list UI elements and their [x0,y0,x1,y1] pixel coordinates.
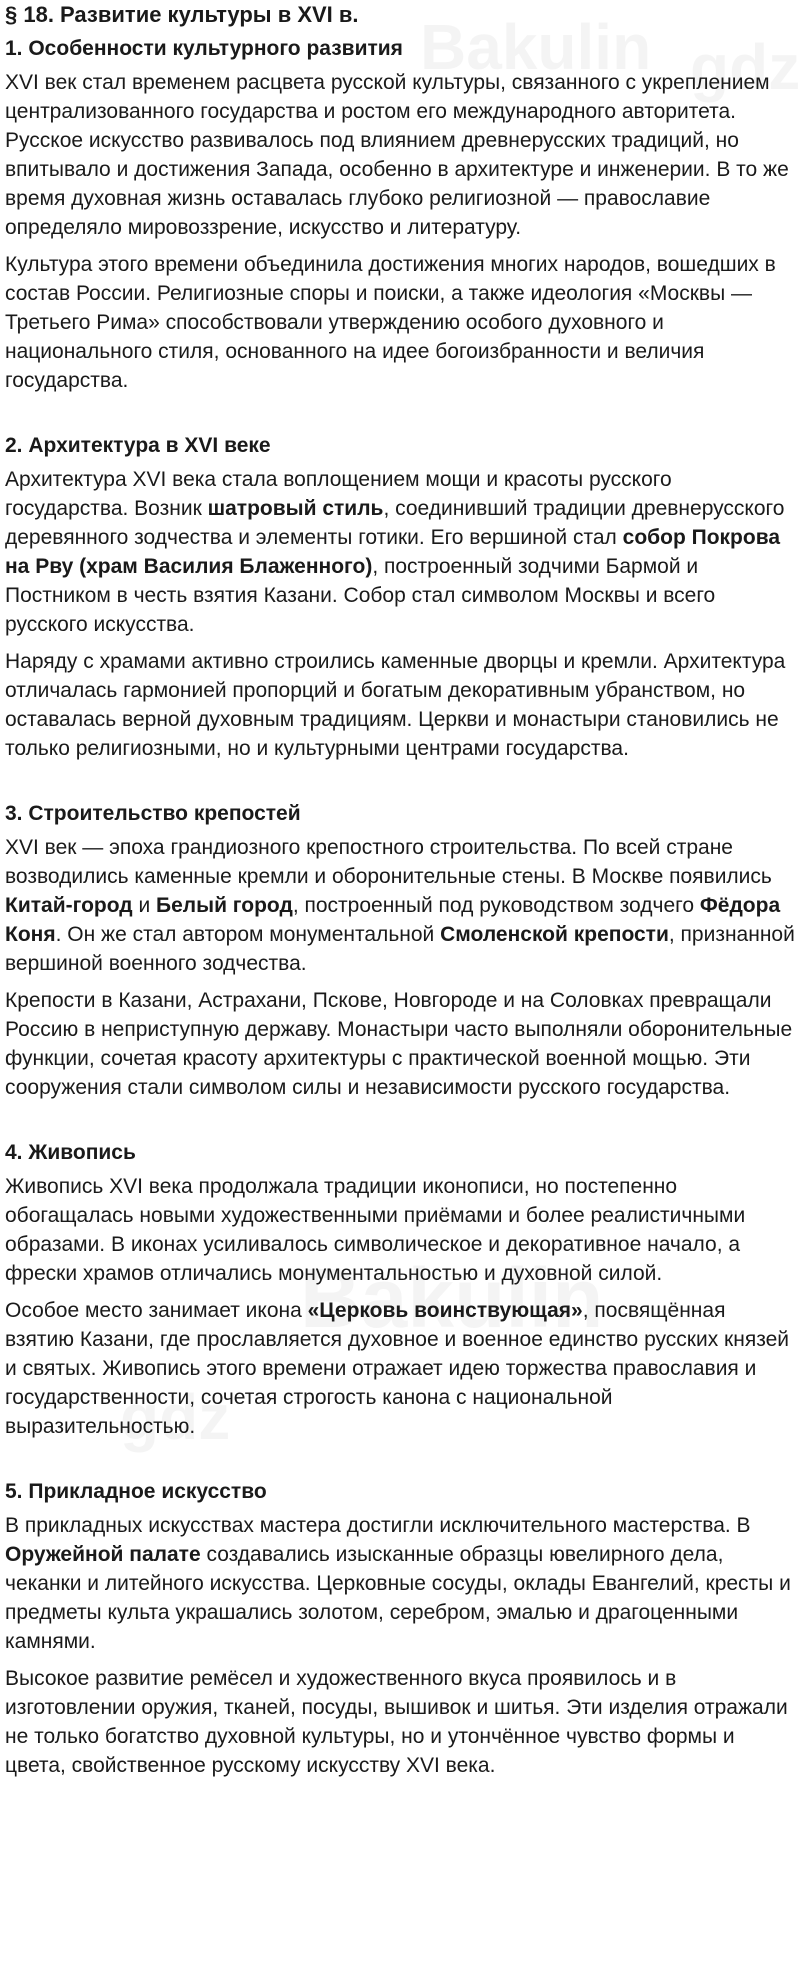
term-tserkov-voinstvuyushchaya: «Церковь воинствующая» [307,1299,583,1322]
section-2 [5,431,795,763]
paragraph: Высокое развитие ремёсел и художественного вкуса проявилось и в изготовлении оружия, тканей, посуды, вышивок и шитья. Эти изделия отражали не только богатство духовной культуры, но и утончённое чувство формы и цвета, свойственное русскому искусству XVI века. [5,1667,788,1777]
term-fedor-kon: Фёдора Коня [5,894,781,946]
section-1 [5,34,795,395]
paragraph: XVI век — эпоха грандиозного крепостного строительства. По всей стране возводились каменные кремли и оборонительные стены. В Москве появились Китай-город и Белый город, построенный под руководством зодчего Фёдора Коня. Он же стал автором монументальной Смоленской крепости, признанной вершиной военного зодчества. [5,836,795,975]
section-3 [5,799,795,1102]
term-shatrovy-stil: шатровый стиль [207,497,384,520]
term-bely-gorod: Белый город [156,894,293,917]
paragraph: Культура этого времени объединила достижения многих народов, вошедших в состав России. Религиозные споры и поиски, а также идеология «Москвы — Третьего Рима» способствовали утверждению особого духовного и национального стиля, основанного на идее богоизбранности и величия государства. [5,253,776,392]
term-oruzheynaya-palata: Оружейной палате [5,1543,201,1566]
paragraph: Архитектура XVI века стала воплощением мощи и красоты русского государства. Возник шатровый стиль, соединивший традиции древнерусского деревянного зодчества и элементы готики. Его вершиной стал собор Покрова на Рву (храм Василия Блаженного), построенный зодчими Бармой и Постником в честь взятия Казани. Собор стал символом Москвы и всего русского искусства. [5,468,785,636]
term-smolenskaya-krepost: Смоленской крепости [440,923,669,946]
paragraph: Крепости в Казани, Астрахани, Пскове, Новгороде и на Соловках превращали Россию в неприступную державу. Монастыри часто выполняли оборонительные функции, сочетая красоту архитектуры с практической военной мощью. Эти сооружения стали символом силы и независимости русского государства. [5,989,793,1099]
term-sobor-pokrova: собор Покрова на Рву (храм Василия Блаженного) [5,526,781,578]
term-kitay-gorod: Китай-город [5,894,133,917]
section-title: 2. Архитектура в XVI веке [5,434,271,457]
section-title: 1. Особенности культурного развития [5,37,403,60]
page-title: § 18. Развитие культуры в XVI в. [5,2,359,27]
paragraph: Живопись XVI века продолжала традиции иконописи, но постепенно обогащалась новыми художественными приёмами и более реалистичными образами. В иконах усиливалось символическое и декоративное начало, а фрески храмов отличались монументальностью и духовной силой. [5,1175,746,1285]
section-4 [5,1138,795,1441]
section-title: 4. Живопись [5,1141,136,1164]
paragraph: Особое место занимает икона «Церковь воинствующая», посвящённая взятию Казани, где прославляется духовное и военное единство русских князей и святых. Живопись этого времени отражает идею торжества православия и государственности, сочетая строгость канона с национальной выразительностью. [5,1299,789,1438]
paragraph: В прикладных искусствах мастера достигли исключительного мастерства. В Оружейной палате создавались изысканные образцы ювелирного дела, чеканки и литейного искусства. Церковные сосуды, оклады Евангелий, кресты и предметы культа украшались золотом, серебром, эмалью и драгоценными камнями. [5,1514,791,1653]
paragraph: Наряду с храмами активно строились каменные дворцы и кремли. Архитектура отличалась гармонией пропорций и богатым декоративным убранством, но оставалась верной духовным традициям. Церкви и монастыри становились не только религиозными, но и культурными центрами государства. [5,650,786,760]
section-5 [5,1477,795,1780]
section-title: 3. Строительство крепостей [5,802,301,825]
paragraph: XVI век стал временем расцвета русской культуры, связанного с укреплением централизованного государства и ростом его международного авторитета. Русское искусство развивалось под влиянием древнерусских традиций, но впитывало и достижения Запада, особенно в архитектуре и инженерии. В то же время духовная жизнь оставалась глубоко религиозной — православие определяло мировоззрение, искусство и литературу. [5,71,789,239]
section-title: 5. Прикладное искусство [5,1480,267,1503]
